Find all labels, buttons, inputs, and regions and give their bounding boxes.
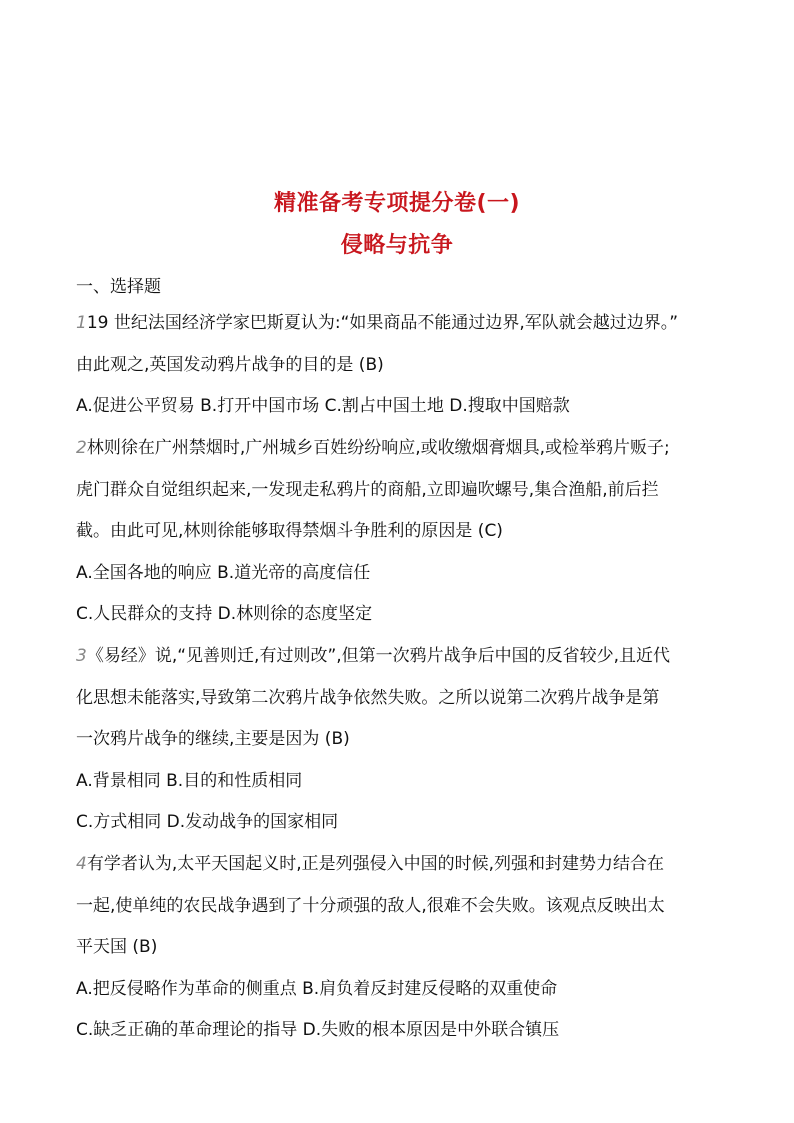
- answer-options: A.促进公平贸易 B.打开中国市场 C.割占中国土地 D.搜取中国赔款: [76, 396, 570, 416]
- question-3: [76, 636, 726, 844]
- question-4: [76, 844, 726, 1052]
- question-stem-line: 4有学者认为,太平天国起义时,正是列强侵入中国的时候,列强和封建势力结合在: [76, 854, 665, 874]
- question-2: [76, 428, 726, 636]
- answer-options: C.人民群众的支持 D.林则徐的态度坚定: [76, 604, 373, 624]
- question-stem-line: 3《易经》说,“见善则迁,有过则改”,但第一次鸦片战争后中国的反省较少,且近代: [76, 646, 671, 666]
- answer-options: A.全国各地的响应 B.道光帝的高度信任: [76, 562, 371, 583]
- exam-subtitle: 侵略与抗争: [340, 233, 454, 258]
- answer-options: A.把反侵略作为革命的侧重点 B.肩负着反封建反侵略的双重使命: [76, 978, 558, 999]
- question-stem-line: 2林则徐在广州禁烟时,广州城乡百姓纷纷响应,或收缴烟膏烟具,或检举鸦片贩子;: [76, 438, 670, 458]
- question-number: 3: [76, 646, 87, 666]
- question-stem-line: 平天国 (B): [76, 937, 158, 957]
- question-stem-line: 一次鸦片战争的继续,主要是因为 (B): [76, 729, 350, 749]
- question-number: 1: [76, 313, 87, 333]
- answer-options: A.背景相同 B.目的和性质相同: [76, 770, 303, 791]
- question-1: [76, 303, 726, 428]
- question-stem-line: 一起,使单纯的农民战争遇到了十分顽强的敌人,很难不会失败。该观点反映出太: [76, 895, 665, 916]
- question-stem-line: 化思想未能落实,导致第二次鸦片战争依然失败。之所以说第二次鸦片战争是第: [76, 687, 660, 708]
- question-stem-line: 虎门群众自觉组织起来,一发现走私鸦片的商船,立即遍吹螺号,集合渔船,前后拦: [76, 479, 659, 500]
- answer-options: C.缺乏正确的革命理论的指导 D.失败的根本原因是中外联合镇压: [76, 1020, 560, 1040]
- question-stem-line: 截。由此可见,林则徐能够取得禁烟斗争胜利的原因是 (C): [76, 521, 503, 541]
- exam-title: 精准备考专项提分卷(一): [273, 191, 521, 216]
- section-heading: 一、选择题: [76, 277, 161, 297]
- question-number: 2: [76, 438, 87, 458]
- question-number: 4: [76, 854, 87, 874]
- question-stem-line: 由此观之,英国发动鸦片战争的目的是 (B): [76, 354, 384, 375]
- question-stem-line: 119 世纪法国经济学家巴斯夏认为:“如果商品不能通过边界,军队就会越过边界。”: [76, 313, 679, 333]
- answer-options: C.方式相同 D.发动战争的国家相同: [76, 812, 339, 832]
